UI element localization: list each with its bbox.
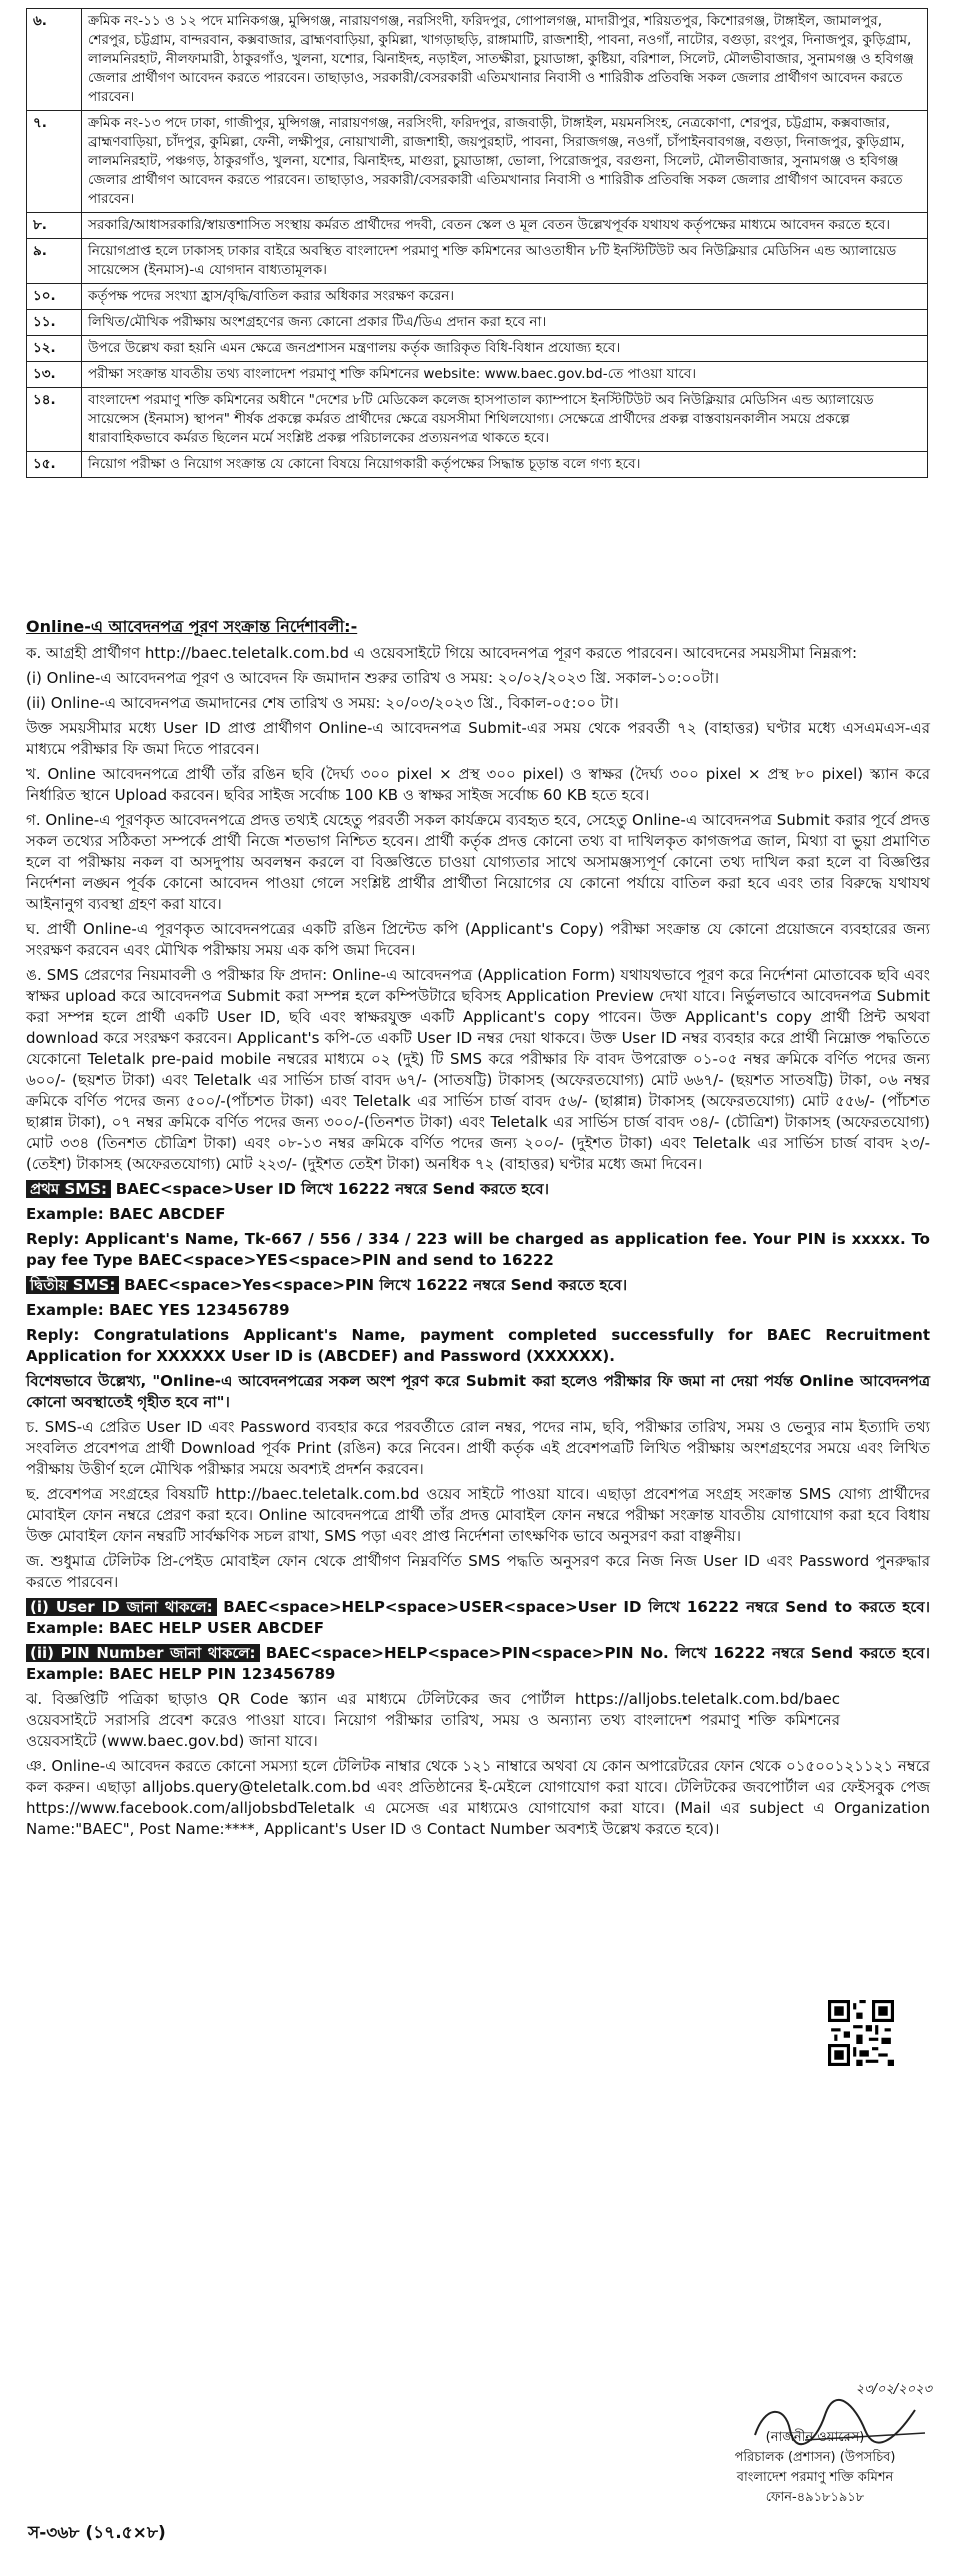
sms2-line: [26, 1275, 930, 1296]
table-row: [27, 111, 928, 213]
table-row: [27, 213, 928, 239]
sms1-example: Example: BAEC ABCDEF: [26, 1205, 226, 1223]
row-number: ১১.: [27, 310, 82, 336]
ad-code: স-৩৬৮ (১৭.৫×৮): [28, 2523, 166, 2543]
row-text: ক্রমিক নং-১১ ও ১২ পদে মানিকগঞ্জ, মুন্সিগঞ্জ, নারায়ণগঞ্জ, নরসিংদী, ফরিদপুর, গোপালগঞ্জ, মাদারীপুর, শরিয়তপুর, কিশোরগঞ্জ, টাঙ্গাইল, জামালপুর, শেরপুর, চট্টগ্রাম, বান্দরবান, কক্সবাজার, ব্রাহ্মণবাড়িয়া, কুমিল্লা, খাগড়াছড়ি, রাঙ্গামাটি, রাজশাহী, পাবনা, নওগাঁ, নাটোর, বগুড়া, রংপুর, দিনাজপুর, কুড়িগ্রাম, লালমনিরহাট, নীলফামারী, ঠাকুরগাঁও, খুলনা, যশোর, ঝিনাইদহ, নড়াইল, সাতক্ষীরা, চুয়াডাঙ্গা, কুষ্টিয়া, বরিশাল, সিলেট, মৌলভীবাজার, সুনামগঞ্জ ও হবিগঞ্জ জেলার প্রার্থীগণ আবেদন করতে পারবেন। তাছাড়াও, সরকারী/বেসরকারী এতিমখানার নিবাসী ও শারিরীক প্রতিবন্ধি সকল জেলার প্রার্থীগণ আবেদন করতে পারবেন।: [82, 9, 928, 111]
row-text: বাংলাদেশ পরমাণু শক্তি কমিশনের অধীনে "দেশের ৮টি মেডিকেল কলেজ হাসপাতাল ক্যাম্পাসে ইনস্টিটিউট অব নিউক্লিয়ার মেডিসিন এন্ড অ্যালায়েড সায়েন্সেস (ইনমাস) স্থাপন" শীর্ষক প্রকল্পে কর্মরত প্রার্থীদের ক্ষেত্রে বয়সসীমা শিথিলযোগ্য। সেক্ষেত্রে প্রার্থীদের প্রকল্প বাস্তবায়নকালীন সময়ে প্রকল্পে ধারাবাহিকভাবে কর্মরত ছিলেন মর্মে সংশ্লিষ্ট প্রকল্প পরিচালকের প্রত্যয়নপত্র থাকতে হবে।: [82, 388, 928, 452]
row-text: নিয়োগ পরীক্ষা ও নিয়োগ সংক্রান্ত যে কোনো বিষয়ে নিয়োগকারী কর্তৃপক্ষের সিদ্ধান্ত চূড়ান্ত বলে গণ্য হবে।: [82, 452, 928, 478]
row-text: নিয়োগপ্রাপ্ত হলে ঢাকাসহ ঢাকার বাইরে অবস্থিত বাংলাদেশ পরমাণু শক্তি কমিশনের আওতাধীন ৮টি ইনস্টিটিউট অব নিউক্লিয়ার মেডিসিন এন্ড অ্যালায়েড সায়েন্সেস (ইনমাস)-এ যোগদান বাধ্যতামূলক।: [82, 239, 928, 284]
table-row: [27, 452, 928, 478]
recover-pin-label: (ii) PIN Number জানা থাকলে:: [26, 1644, 260, 1662]
recover-userid-line: [26, 1597, 930, 1639]
row-text: পরীক্ষা সংক্রান্ত যাবতীয় তথ্য বাংলাদেশ পরমাণু শক্তি কমিশনের website: www.baec.gov.bd-তে পাওয়া যাবে।: [82, 362, 928, 388]
row-text: সরকারি/আধাসরকারি/স্বায়ত্তশাসিত সংস্থায় কর্মরত প্রার্থীদের পদবী, বেতন স্কেল ও মূল বেতন উল্লেখপূর্বক যথাযথ কর্তৃপক্ষের মাধ্যমে আবেদন করতে হবে।: [82, 213, 928, 239]
sms2-command: BAEC<space>Yes<space>PIN লিখে 16222 নম্বরে Send করতে হবে।: [124, 1276, 628, 1294]
row-text: উপরে উল্লেখ করা হয়নি এমন ক্ষেত্রে জনপ্রশাসন মন্ত্রণালয় কর্তৃক জারিকৃত বিধি-বিধান প্রযোজ্য হবে।: [82, 336, 928, 362]
row-number: ১৫.: [27, 452, 82, 478]
sms1-reply-text: Reply: Applicant's Name, Tk-667 / 556 / 334 / 223 will be charged as application fee. Your PIN is xxxxx. To pay fee Type BAEC<space>YES<space>PIN and send to: [26, 1230, 930, 1269]
row-number: ১২.: [27, 336, 82, 362]
row-number: ১০.: [27, 284, 82, 310]
instruction-ka-ii: (ii) Online-এ আবেদনপত্র জমাদানের শেষ তারিখ ও সময়: ২০/০৩/২০২৩ খ্রি., বিকাল-০৫:০০ টা।: [26, 694, 619, 712]
table-row: [27, 310, 928, 336]
signatory-organization: বাংলাদেশ পরমাণু শক্তি কমিশন: [736, 2470, 894, 2485]
sms2-reply: Reply: Congratulations Applicant's Name, payment completed successfully for BAEC Recruitment Application for XXXXXX User ID is (ABCDEF) and Password (XXXXXX).: [26, 1326, 930, 1365]
table-row: [27, 239, 928, 284]
sms2-label: দ্বিতীয় SMS:: [26, 1276, 119, 1294]
table-row: [27, 336, 928, 362]
signature-block: [690, 2380, 940, 2508]
conditions-table: [26, 8, 928, 478]
instruction-ka-note: উক্ত সময়সীমার মধ্যে User ID প্রাপ্ত প্রার্থীগণ Online-এ আবেদনপত্র Submit-এর সময় থেকে পরবর্তী ৭২ (বাহাত্তর) ঘণ্টার মধ্যে এসএমএস-এর মাধ্যমে পরীক্ষার ফি জমা দিতে পারবেন।: [26, 719, 930, 758]
row-number: ১৪.: [27, 388, 82, 452]
sms1-command: BAEC<space>User ID লিখে 16222 নম্বরে Send করতে হবে।: [115, 1180, 549, 1198]
recover-userid-label: (i) User ID জানা থাকলে:: [26, 1598, 217, 1616]
recover-pin-line: [26, 1643, 930, 1685]
row-text: লিখিত/মৌখিক পরীক্ষায় অংশগ্রহণের জন্য কোনো প্রকার টিএ/ডিএ প্রদান করা হবে না।: [82, 310, 928, 336]
row-number: ৯.: [27, 239, 82, 284]
recover-userid-text: BAEC<space>HELP<space>USER<space>User ID লিখে 16222 নম্বরে Send to করতে হবে। Example: BAEC HELP USER ABCDEF: [26, 1598, 930, 1637]
signatory-designation: পরিচালক (প্রশাসন) (উপসচিব): [734, 2450, 896, 2465]
row-number: ৮.: [27, 213, 82, 239]
row-text: ক্রমিক নং-১৩ পদে ঢাকা, গাজীপুর, মুন্সিগঞ্জ, নারায়ণগঞ্জ, নরসিংদী, ফরিদপুর, রাজবাড়ী, টাঙ্গাইল, ময়মনসিংহ, নেত্রকোণা, শেরপুর, চট্টগ্রাম, কক্সবাজার, ব্রাহ্মণবাড়িয়া, চাঁদপুর, কুমিল্লা, ফেনী, লক্ষীপুর, নোয়াখালী, রাজশাহী, জয়পুরহাট, পাবনা, সিরাজগঞ্জ, নওগাঁ, চাঁপাইনবাবগঞ্জ, বগুড়া, দিনাজপুর, কুড়িগ্রাম, লালমনিরহাট, পঞ্চগড়, ঠাকুরগাঁও, খুলনা, যশোর, ঝিনাইদহ, মাগুরা, চুয়াডাঙ্গা, ভোলা, পিরোজপুর, বরগুনা, সিলেট, মৌলভীবাজার, সুনামগঞ্জ ও হবিগঞ্জ জেলার প্রার্থীগণ আবেদন করতে পারবেন। তাছাড়াও, সরকারী/বেসরকারী এতিমখানার নিবাসী ও শারিরীক প্রতিবন্ধি সকল জেলার প্রার্থীগণ আবেদন করতে পারবেন।: [82, 111, 928, 213]
table-row: [27, 284, 928, 310]
row-number: ৭.: [27, 111, 82, 213]
table-row: [27, 362, 928, 388]
signatory-phone: ফোন-৪৯১৮১৯১৮: [765, 2490, 865, 2505]
special-note: বিশেষভাবে উল্লেখ্য, "Online-এ আবেদনপত্রের সকল অংশ পূরণ করে Submit করা হলেও পরীক্ষার ফি জমা না দেয়া পর্যন্ত Online আবেদনপত্র কোনো অবস্থাতেই গৃহীত হবে না"।: [26, 1372, 930, 1411]
instruction-gha: ঘ. প্রার্থী Online-এ পূরণকৃত আবেদনপত্রের একটি রঙিন প্রিন্টেড কপি (Applicant's Copy) পরীক্ষা সংক্রান্ত যে কোনো প্রয়োজনে ব্যবহারের জন্য সংরক্ষণ করবেন এবং মৌখিক পরীক্ষায় সময় এক কপি জমা দিবেন।: [26, 920, 930, 959]
instruction-ga: গ. Online-এ পূরণকৃত আবেদনপত্রে প্রদত্ত তথ্যই যেহেতু পরবর্তী সকল কার্যক্রমে ব্যবহৃত হবে, সেহেতু Online-এ আবেদনপত্র Submit করার পূর্বে প্রদত্ত সকল তথ্যের সঠিকতা সম্পর্কে প্রার্থী নিজে শতভাগ নিশ্চিত হবেন। প্রার্থী কর্তৃক প্রদত্ত কোনো তথ্য বা দাখিলকৃত কাগজপত্র জাল, মিথ্যা বা ভুয়া প্রমাণিত হলে বা পরীক্ষায় নকল বা অসদুপায় অবলম্বন করলে বা বিজ্ঞপ্তিতে চাওয়া যোগ্যতার সাথে অসামঞ্জস্যপূর্ণ কোনো তথ্য দাখিল করা হলে বা বিজ্ঞপ্তির নির্দেশনা লঙ্ঘন পূর্বক কোনো আবেদন পাওয়া গেলে সংশ্লিষ্ট প্রার্থীর প্রার্থীতা নিয়োগের যে কোনো পর্যায়ে বাতিল করা হবে এবং তার বিরুদ্ধে যথাযথ আইনানুগ ব্যবস্থা গ্রহণ করা যাবে।: [26, 811, 930, 913]
qr-code-icon: [828, 2000, 894, 2066]
recover-pin-text: BAEC<space>HELP<space>PIN<space>PIN No. লিখে 16222 নম্বরে Send করতে হবে। Example: BAEC HELP PIN 123456789: [26, 1644, 930, 1683]
instruction-chha: ছ. প্রবেশপত্র সংগ্রহের বিষয়টি http://baec.teletalk.com.bd ওয়েব সাইটে পাওয়া যাবে। এছাড়া প্রবেশপত্র সংগ্রহ সংক্রান্ত SMS যোগ্য প্রার্থীদের মোবাইল ফোন নম্বরে প্রেরণ করা হবে। Online আবেদনপত্রে প্রার্থী তাঁর প্রদত্ত মোবাইল ফোন নম্বরে পরীক্ষা সংক্রান্ত যাবতীয় যোগাযোগ করা হবে বিধায় উক্ত মোবাইল ফোন নম্বরটি সার্বক্ষণিক সচল রাখা, SMS পড়া এবং প্রাপ্ত নির্দেশনা তাৎক্ষণিক ভাবে অনুসরণ করা বাঞ্ছনীয়।: [26, 1485, 930, 1545]
instruction-cha: চ. SMS-এ প্রেরিত User ID এবং Password ব্যবহার করে পরবর্তীতে রোল নম্বর, পদের নাম, ছবি, পরীক্ষার তারিখ, সময় ও ভেন্যুর নাম ইত্যাদি তথ্য সংবলিত প্রবেশপত্র প্রার্থী Download পূর্বক Print (রঙিন) করে নিবেন। প্রার্থী কর্তৃক এই প্রবেশপত্রটি লিখিত পরীক্ষায় অংশগ্রহণের সময়ে এবং লিখিত পরীক্ষায় উত্তীর্ণ হলে মৌখিক পরীক্ষার সময়ে অবশ্যই প্রদর্শন করবেন।: [26, 1418, 930, 1478]
row-text: কর্তৃপক্ষ পদের সংখ্যা হ্রাস/বৃদ্ধি/বাতিল করার অধিকার সংরক্ষণ করেন।: [82, 284, 928, 310]
instruction-kha: খ. Online আবেদনপত্রে প্রার্থী তাঁর রঙিন ছবি (দৈর্ঘ্য ৩০০ pixel × প্রস্থ ৩০০ pixel) ও স্বাক্ষর (দৈর্ঘ্য ৩০০ pixel × প্রস্থ ৮০ pixel) স্ক্যান করে নির্ধারিত স্থানে Upload করবেন। ছবির সাইজ সর্বোচ্চ 100 KB ও স্বাক্ষর সাইজ সর্বোচ্চ 60 KB হতে হবে।: [26, 765, 930, 804]
instruction-ka: ক. আগ্রহী প্রার্থীগণ http://baec.teletalk.com.bd এ ওয়েবসাইটে গিয়ে আবেদনপত্র পূরণ করতে পারবেন। আবেদনের সময়সীমা নিম্নরূপ:: [26, 644, 858, 662]
table-row: [27, 9, 928, 111]
sms1-label: প্রথম SMS:: [26, 1180, 111, 1198]
instruction-jha: ঝ. বিজ্ঞপ্তিটি পত্রিকা ছাড়াও QR Code স্ক্যান এর মাধ্যমে টেলিটকের জব পোর্টাল https://alljobs.teletalk.com.bd/baec ওয়েবসাইটে সরাসরি প্রবেশ করেও পাওয়া যাবে। নিয়োগ পরীক্ষার তারিখ, সময় ও অন্যান্য তথ্য বাংলাদেশ পরমাণু শক্তি কমিশনের ওয়েবসাইটে (www.baec.gov.bd) জানা যাবে।: [26, 1690, 840, 1750]
instruction-ja: জ. শুধুমাত্র টেলিটক প্রি-পেইড মোবাইল ফোন থেকে প্রার্থীগণ নিম্নবর্ণিত SMS পদ্ধতি অনুসরণ করে নিজ নিজ User ID এবং Password পুনরুদ্ধার করতে পারবেন।: [26, 1552, 930, 1591]
signatory-name: (নাজনীন ওয়ারেস): [765, 2430, 865, 2445]
row-number: ১৩.: [27, 362, 82, 388]
instructions-heading: Online-এ আবেদনপত্র পূরণ সংক্রান্ত নির্দেশাবলী:-: [26, 617, 358, 636]
sms2-example: Example: BAEC YES 123456789: [26, 1301, 290, 1319]
online-instructions: [26, 616, 930, 1844]
instruction-uma: ঙ. SMS প্রেরণের নিয়মাবলী ও পরীক্ষার ফি প্রদান: Online-এ আবেদনপত্র (Application Form) যথাযথভাবে পূরণ করে নির্দেশনা মোতাবেক ছবি এবং স্বাক্ষর upload করে আবেদনপত্র Submit করা সম্পন্ন হলে কম্পিউটারে ছবিসহ Application Preview দেখা যাবে। নির্ভুলভাবে আবেদনপত্র Submit করা সম্পন্ন হলে প্রার্থী একটি User ID, ছবি এবং স্বাক্ষরযুক্ত একটি Applicant's copy পাবেন। উক্ত Applicant's copy প্রার্থী প্রিন্ট অথবা download করে সংরক্ষণ করবেন। Applicant's কপি-তে একটি User ID নম্বর দেয়া থাকবে। উক্ত User ID নম্বর ব্যবহার করে প্রার্থী নিম্নোক্ত পদ্ধতিতে যেকোনো Teletalk pre-paid mobile নম্বরের মাধ্যমে ০২ (দুই) টি SMS করে পরীক্ষার ফি বাবদ উপরোক্ত ০১-০৫ নম্বর ক্রমিকে বর্ণিত পদের জন্য ৬০০/- (ছয়শত টাকা) এবং Teletalk এর সার্ভিস চার্জ বাবদ ৬৭/- (সাতষট্টি) টাকাসহ (অফেরতযোগ্য) মোট ৬৬৭/- (ছয়শত সাতষট্টি) টাকা, ০৬ নম্বর ক্রমিকে বর্ণিত পদের জন্য ৫০০/-(পাঁচশত টাকা) এবং Teletalk এর সার্ভিস চার্জ বাবদ ৫৬/- (ছাপ্পান্ন) টাকাসহ (অফেরতযোগ্য) মোট ৫৫৬/- (পাঁচশত ছাপ্পান্ন টাকা), ০৭ নম্বর ক্রমিকে বর্ণিত পদের জন্য ৩০০/-(তিনশত টাকা) এবং Teletalk এর সার্ভিস চার্জ বাবদ ৩৪/- (চৌত্রিশ) টাকাসহ (অফেরতযোগ্য) মোট ৩৩৪ (তিনশত চৌত্রিশ টাকা) এবং ০৮-১৩ নম্বর ক্রমিকে বর্ণিত পদের জন্য ২০০/- (দুইশত টাকা) এবং Teletalk এর সার্ভিস চার্জ বাবদ ২৩/- (তেইশ) টাকাসহ (অফেরতযোগ্য) মোট ২২৩/- (দুইশত তেইশ টাকা) অনধিক ৭২ (বাহাত্তর) ঘণ্টার মধ্যে জমা দিবেন।: [26, 966, 930, 1173]
sms1-reply-number: 16222: [501, 1251, 554, 1269]
table-row: [27, 388, 928, 452]
signature-date: ২৩/০২/২০২৩: [855, 2382, 932, 2397]
row-number: ৬.: [27, 9, 82, 111]
instruction-ka-i: (i) Online-এ আবেদনপত্র পূরণ ও আবেদন ফি জমাদান শুরুর তারিখ ও সময়: ২০/০২/২০২৩ খ্রি. সকাল-১০:০০টা।: [26, 669, 719, 687]
sms1-reply: [26, 1229, 930, 1271]
sms1-line: [26, 1179, 930, 1200]
instruction-nya: ঞ. Online-এ আবেদন করতে কোনো সমস্যা হলে টেলিটক নাম্বার থেকে ১২১ নাম্বারে অথবা যে কোন অপারেটরের ফোন থেকে ০১৫০০১২১১২১ নম্বরে কল করুন। এছাড়া alljobs.query@teletalk.com.bd এবং প্রতিষ্ঠানের ই-মেইলে যোগাযোগ করা যাবে। টেলিটকের জবপোর্টাল এর ফেইসবুক পেজ https://www.facebook.com/alljobsbdTeletalk এ মেসেজ এর মাধ্যমেও যোগাযোগ করা যাবে। (Mail এর subject এ Organization Name:"BAEC", Post Name:****, Applicant's User ID ও Contact Number অবশ্যই উল্লেখ করতে হবে)।: [26, 1757, 930, 1838]
